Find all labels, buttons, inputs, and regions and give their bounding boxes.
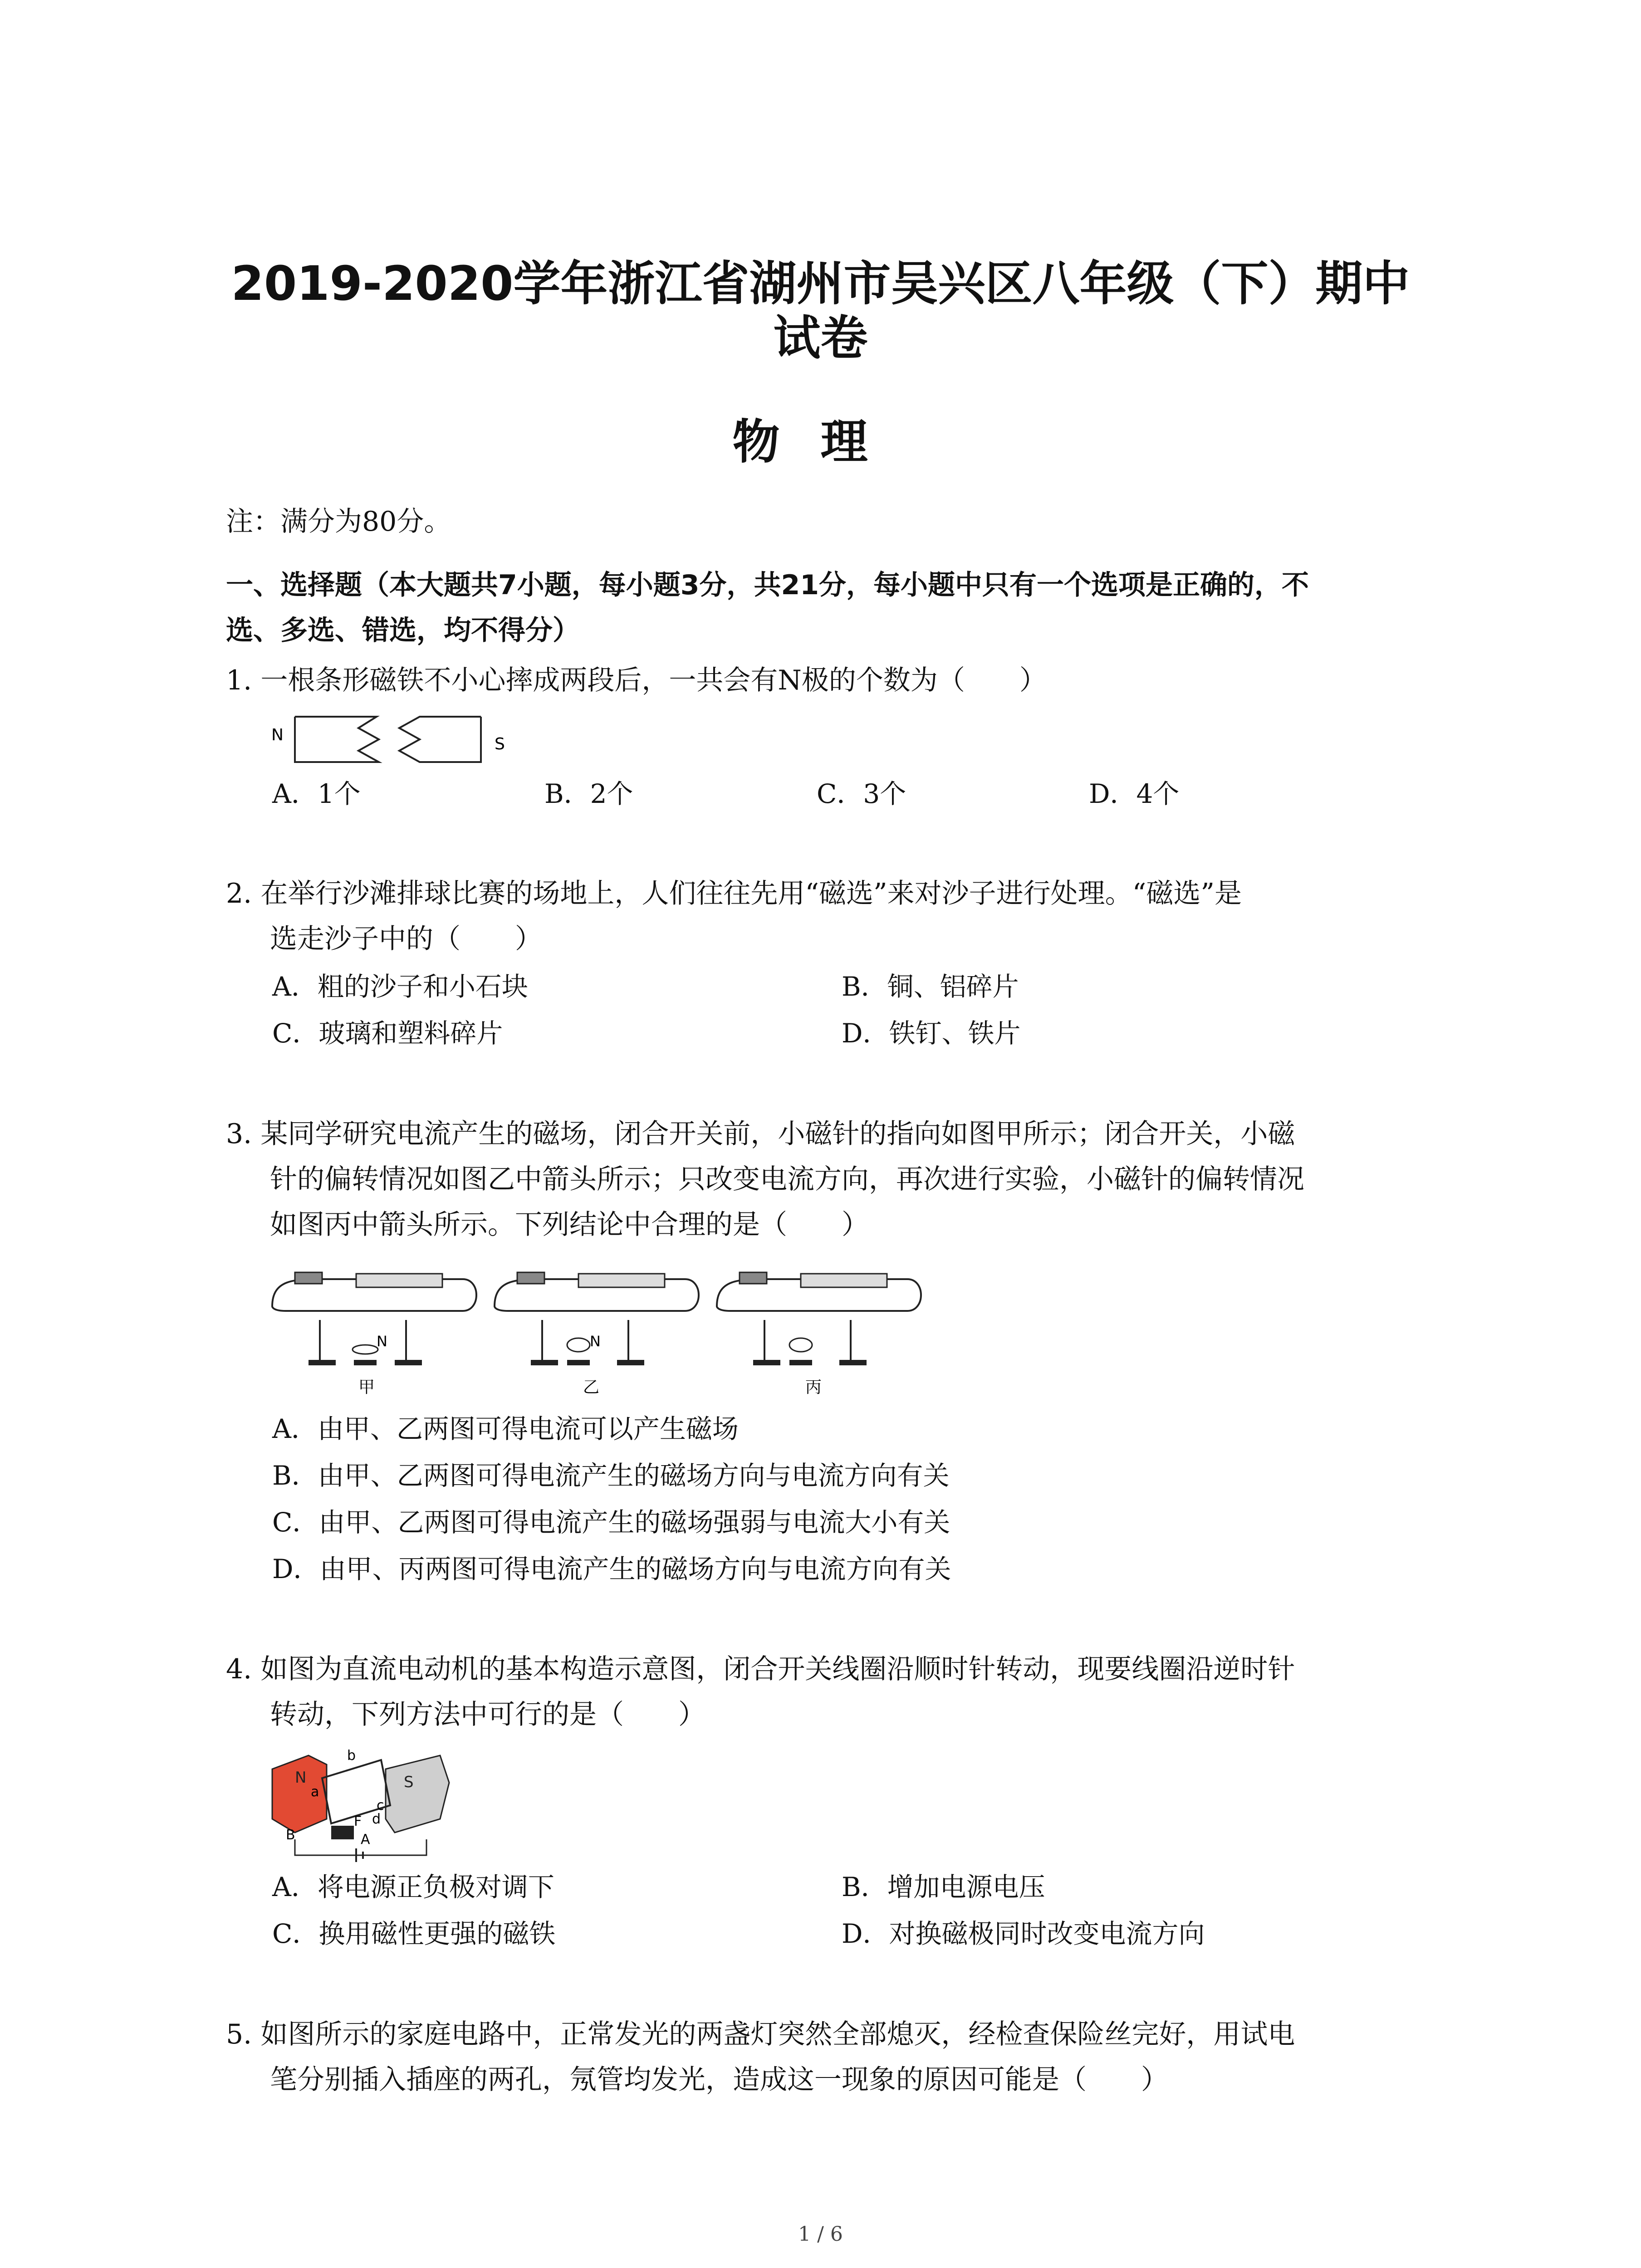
section-heading-line1: 一、选择题（本大题共7小题，每小题3分，共21分，每小题中只有一个选项是正确的，不 <box>226 569 1309 601</box>
svg-text:d: d <box>372 1811 381 1827</box>
current-magnetic-field-figure <box>268 1252 930 1406</box>
question-4-option-b: B．增加电源电压 <box>842 1872 1045 1902</box>
score-note: 注：满分为80分。 <box>226 506 451 538</box>
question-1-option-c: C．3个 <box>817 778 906 809</box>
caption-bing: 丙 <box>805 1378 822 1397</box>
svg-text:S: S <box>404 1773 414 1791</box>
svg-text:a: a <box>311 1784 319 1800</box>
question-5-stem-line2: 笔分别插入插座的两孔，氖管均发光，造成这一现象的原因可能是（ ） <box>270 2064 1168 2096</box>
svg-text:F: F <box>354 1813 362 1829</box>
question-1-option-d: D．4个 <box>1089 778 1180 809</box>
dc-motor-figure <box>268 1742 458 1864</box>
question-2-option-d: D．铁钉、铁片 <box>842 1018 1021 1049</box>
question-1-option-b: B．2个 <box>544 778 633 809</box>
question-4-option-c: C．换用磁性更强的磁铁 <box>272 1918 556 1949</box>
question-4-option-d: D．对换磁极同时改变电流方向 <box>842 1918 1205 1949</box>
caption-jia: 甲 <box>358 1378 375 1397</box>
question-2-stem-line1: 2. 在举行沙滩排球比赛的场地上，人们往往先用“磁选”来对沙子进行处理。“磁选”是 <box>226 878 1242 909</box>
compass-needle-jia <box>353 1345 378 1354</box>
exam-title-line2: 试卷 <box>773 310 868 366</box>
question-3-stem-line2: 针的偏转情况如图乙中箭头所示；只改变电流方向，再次进行实验，小磁针的偏转情况 <box>270 1163 1304 1195</box>
svg-text:B: B <box>286 1827 295 1843</box>
magnet-piece-left <box>295 717 379 762</box>
question-4-stem-line2: 转动，下列方法中可行的是（ ） <box>270 1699 705 1730</box>
page-number: 1 / 6 <box>798 2223 843 2246</box>
magnet-south-pole <box>386 1755 449 1833</box>
compass-needle-bing <box>789 1338 812 1352</box>
question-3-stem-line3: 如图丙中箭头所示。下列结论中合理的是（ ） <box>270 1209 869 1241</box>
question-1-stem: 1. 一根条形磁铁不小心摔成两段后，一共会有N极的个数为（ ） <box>226 665 1047 696</box>
switch-jia <box>295 1272 322 1284</box>
compass-needle-yi <box>567 1338 590 1352</box>
question-3-option-d: D．由甲、丙两图可得电流产生的磁场方向与电流方向有关 <box>272 1554 951 1584</box>
question-2-option-b: B．铜、铝碎片 <box>842 971 1019 1002</box>
question-4-stem-line1: 4. 如图为直流电动机的基本构造示意图，闭合开关线圈沿顺时针转动，现要线圈沿逆时针 <box>226 1653 1295 1685</box>
magnet-piece-right <box>399 717 481 762</box>
caption-yi: 乙 <box>583 1378 600 1397</box>
circuit-panel-jia <box>272 1272 476 1397</box>
svg-text:c: c <box>377 1798 384 1813</box>
question-5-stem-line1: 5. 如图所示的家庭电路中，正常发光的两盏灯突然全部熄灭，经检查保险丝完好，用试电 <box>226 2019 1295 2050</box>
section-heading-line2: 选、多选、错选，均不得分） <box>226 615 580 646</box>
question-2-stem-line2: 选走沙子中的（ ） <box>270 923 542 955</box>
question-3-stem-line1: 3. 某同学研究电流产生的磁场，闭合开关前，小磁针的指向如图甲所示；闭合开关，小磁 <box>226 1118 1295 1150</box>
svg-text:N: N <box>377 1333 387 1350</box>
exam-title-line1: 2019-2020学年浙江省湖州市吴兴区八年级（下）期中 <box>231 256 1410 311</box>
question-3-option-c: C．由甲、乙两图可得电流产生的磁场强弱与电流大小有关 <box>272 1507 950 1538</box>
question-2-option-a: A．粗的沙子和小石块 <box>272 971 528 1002</box>
svg-text:A: A <box>361 1832 370 1848</box>
commutator <box>331 1826 354 1839</box>
question-3-option-a: A．由甲、乙两图可得电流可以产生磁场 <box>272 1413 739 1444</box>
question-4-option-a: A．将电源正负极对调下 <box>272 1872 554 1902</box>
circuit-panel-bing <box>717 1272 921 1397</box>
question-3-option-b: B．由甲、乙两图可得电流产生的磁场方向与电流方向有关 <box>272 1460 950 1491</box>
magnet-s-label: S <box>495 735 505 753</box>
svg-text:N: N <box>590 1333 601 1350</box>
question-2-option-c: C．玻璃和塑料碎片 <box>272 1018 503 1049</box>
battery-jia <box>356 1274 442 1287</box>
svg-text:b: b <box>347 1748 356 1764</box>
bar-magnet-broken-figure <box>268 708 522 776</box>
magnet-n-label: N <box>271 726 284 744</box>
subject-title: 物理 <box>732 414 909 469</box>
question-1-option-a: A．1个 <box>272 778 361 809</box>
circuit-panel-yi <box>495 1272 699 1397</box>
svg-text:N: N <box>295 1769 307 1787</box>
